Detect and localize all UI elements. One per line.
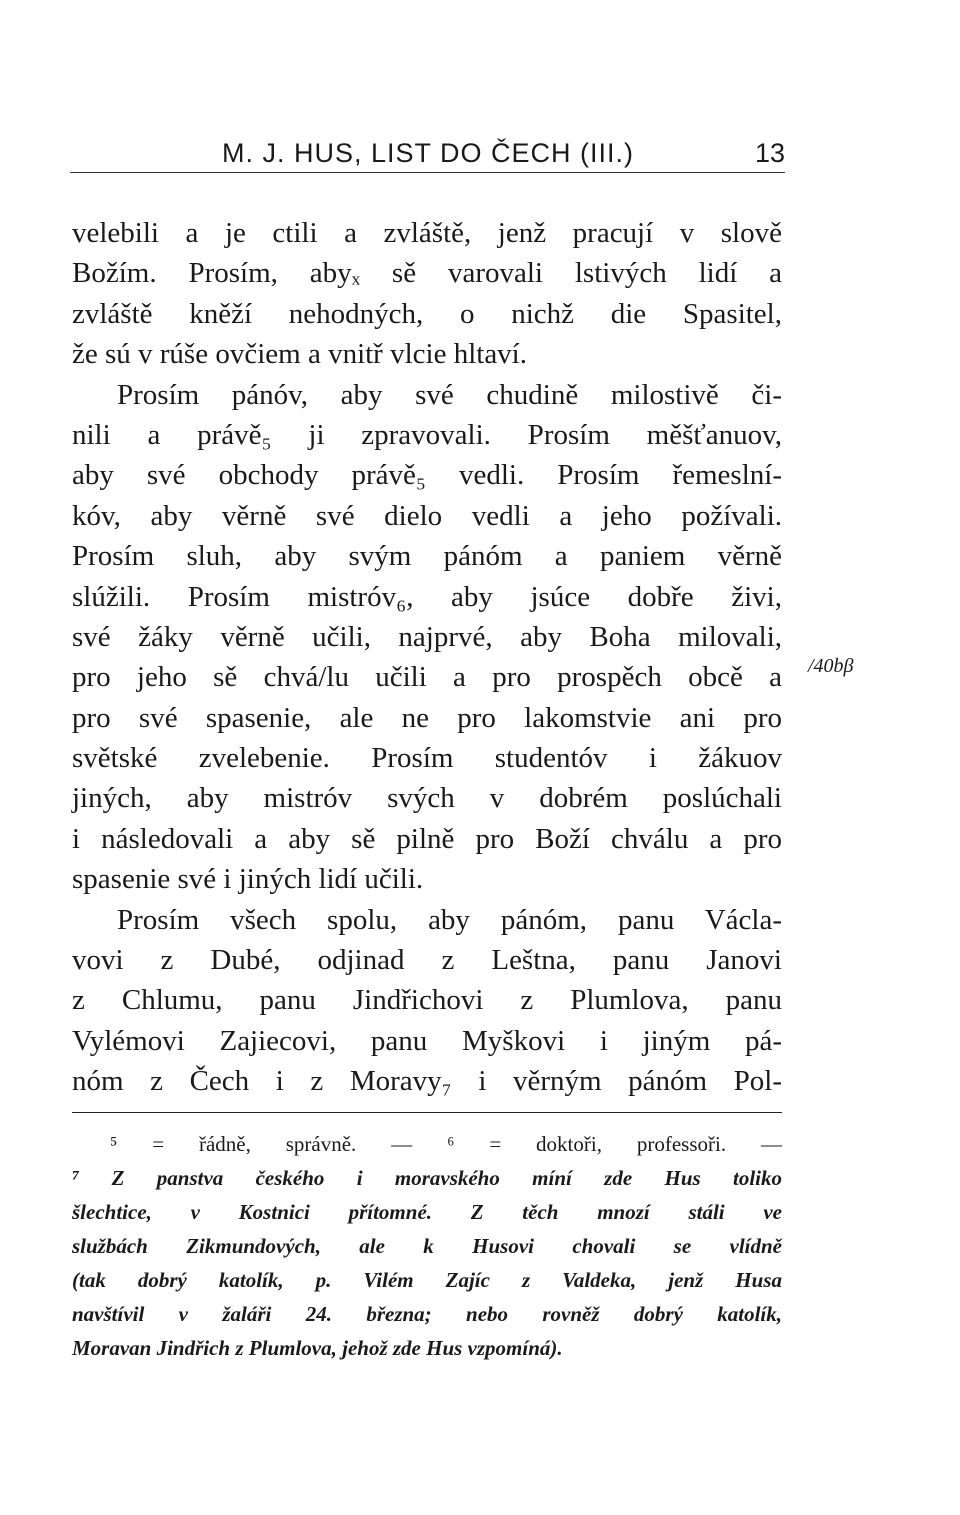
body-line: z Chlumu, panu Jindřichovi z Plumlova, panu bbox=[72, 984, 782, 1017]
body-line: Prosím pánóv, aby své chudině milostivě či- bbox=[117, 378, 782, 411]
body-line: pro své spasenie, ale ne pro lakomstvie ani pro bbox=[72, 701, 782, 734]
body-line: nóm z Čech i z Moravy₇ i věrným pánóm Pol- bbox=[72, 1065, 782, 1098]
body-line: slúžili. Prosím mistróv₆, aby jsúce dobře živi, bbox=[72, 580, 782, 613]
page-number: 13 bbox=[754, 138, 785, 168]
body-line: aby své obchody právě₅ vedli. Prosím řemeslní- bbox=[72, 459, 782, 492]
footnote-line: šlechtice, v Kostnici přítomné. Z těch mnozí stáli ve bbox=[72, 1200, 782, 1224]
body-line: pro jeho sě chvá/lu učili a pro prospěch obcě a bbox=[72, 661, 782, 694]
footnote-line: Moravan Jindřich z Plumlova, jehož zde Hus vzpomíná). bbox=[72, 1336, 563, 1360]
footnotes bbox=[72, 1127, 782, 1365]
body-text bbox=[72, 213, 782, 1102]
body-line: Prosím všech spolu, aby pánóm, panu Václa- bbox=[117, 903, 782, 936]
footnote-rule bbox=[72, 1112, 782, 1113]
header-rule bbox=[70, 172, 785, 173]
footnote-line: službách Zikmundových, ale k Husovi chovali se vlídně bbox=[72, 1234, 782, 1258]
body-line: Prosím sluh, aby svým pánóm a paniem věrně bbox=[72, 540, 782, 573]
body-line: že sú v rúše ovčiem a vnitř vlcie hltaví. bbox=[72, 338, 527, 371]
body-line: světské zvelebenie. Prosím studentóv i žákuov bbox=[72, 742, 782, 775]
footnote-line: (tak dobrý katolík, p. Vilém Zajíc z Valdeka, jenž Husa bbox=[72, 1268, 782, 1292]
body-line: zvláště kněží nehodných, o nichž die Spasitel, bbox=[72, 297, 782, 330]
body-line: i následovali a aby sě pilně pro Boží chválu a pro bbox=[72, 822, 782, 855]
body-line: své žáky věrně učili, najprvé, aby Boha milovali, bbox=[72, 620, 782, 653]
body-line: Božím. Prosím, abyₓ sě varovali lstivých lidí a bbox=[72, 257, 782, 290]
body-line: velebili a je ctili a zvláště, jenž pracují v slově bbox=[72, 217, 782, 249]
header-title: M. J. HUS, LIST DO ČECH (III.) bbox=[222, 138, 635, 168]
footnote-line: ⁷ Z panstva českého i moravského míní zde Hus toliko bbox=[72, 1166, 782, 1190]
body-line: Vylémovi Zajiecovi, panu Myškovi i jiným pá- bbox=[72, 1024, 782, 1057]
body-line: vovi z Dubé, odjinad z Leštna, panu Janovi bbox=[72, 944, 782, 977]
body-line: jiných, aby mistróv svých v dobrém poslúchali bbox=[72, 782, 782, 815]
body-line: nili a právě₅ ji zpravovali. Prosím měšťanuov, bbox=[72, 418, 782, 451]
footnote-line: ⁵ = řádně, správně. — ⁶ = doktoři, professoři. — bbox=[110, 1132, 782, 1156]
margin-note: /40bβ bbox=[808, 655, 854, 677]
footnote-line: navštívil v žaláři 24. března; nebo rovněž dobrý katolík, bbox=[72, 1302, 782, 1326]
body-line: spasenie své i jiných lidí učili. bbox=[72, 863, 424, 896]
running-header bbox=[70, 138, 785, 174]
body-line: kóv, aby věrně své dielo vedli a jeho požívali. bbox=[72, 499, 782, 532]
